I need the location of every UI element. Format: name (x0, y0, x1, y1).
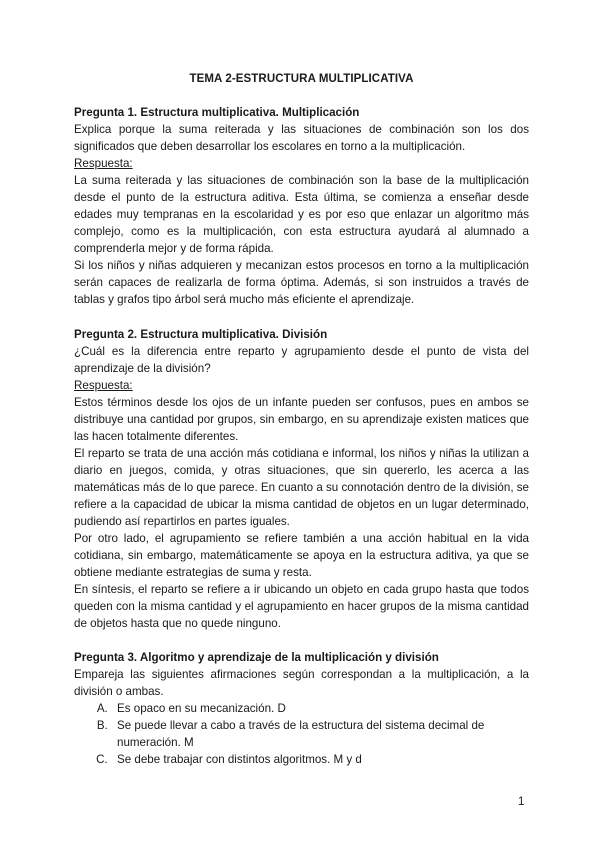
question-3-section (74, 649, 529, 768)
list-item: C. Se debe trabajar con distintos algoritmos. M y d (111, 751, 529, 768)
question-3-prompt: Empareja las siguientes afirmaciones según correspondan a la multiplicación, a la división o ambas. (74, 668, 529, 698)
question-2-prompt: ¿Cuál es la diferencia entre reparto y agrupamiento desde el punto de vista del aprendizaje de la división? (74, 345, 529, 375)
page-number: 1 (518, 796, 525, 808)
list-item: A. Es opaco en su mecanización. D (111, 700, 529, 717)
document-title: TEMA 2-ESTRUCTURA MULTIPLICATIVA (189, 73, 414, 85)
question-1-answer-label: Respuesta: (74, 157, 133, 170)
question-2-paragraph: Por otro lado, el agrupamiento se refiere también a una acción habitual en la vida cotidiana, sin embargo, matemáticamente se apoya en la estructura aditiva, ya que se obtiene mediante estrategias de suma y resta. (74, 532, 529, 579)
question-3-heading: Pregunta 3. Algoritmo y aprendizaje de la multiplicación y división (74, 651, 439, 664)
question-2-paragraph: El reparto se trata de una acción más cotidiana e informal, los niños y niñas la utilizan a diario en juegos, comida, y otras situaciones, que sin quererlo, les acerca a las matemáticas más de lo que parece. En cuanto a su connotación dentro de la división, se refiere a la capacidad de ubicar la misma cantidad de objetos en un lugar determinado, pudiendo así repartirlos en partes iguales. (74, 447, 530, 528)
question-2-section (74, 326, 529, 632)
question-1-paragraph: La suma reiterada y las situaciones de combinación son la base de la multiplicación desde el punto de la estructura aditiva. Esta última, se comienza a enseñar desde edades muy tempranas en la escolaridad y es por eso que enlazar un algoritmo más complejo, como es la multiplicación, con esta estructura ayudará al alumnado a comprenderla mejor y de forma rápida. (74, 174, 529, 255)
question-1-section (74, 104, 529, 308)
question-1-heading: Pregunta 1. Estructura multiplicativa. Multiplicación (74, 106, 360, 119)
question-2-paragraph: Estos términos desde los ojos de un infante pueden ser confusos, pues en ambos se distribuye una cantidad por grupos, sin embargo, en su aprendizaje existen matices que las hacen totalmente diferentes. (74, 396, 529, 443)
question-1-prompt: Explica porque la suma reiterada y las situaciones de combinación son los dos significados que deben desarrollar los escolares en torno a la multiplicación. (74, 123, 529, 153)
question-2-paragraph: En síntesis, el reparto se refiere a ir ubicando un objeto en cada grupo hasta que todos queden con la misma cantidad y el agrupamiento en hacer grupos de la misma cantidad de objetos hasta que no quede ninguno. (74, 583, 529, 630)
question-3-list (74, 700, 529, 768)
list-item: B. Se puede llevar a cabo a través de la estructura del sistema decimal de numeración. M (111, 717, 529, 751)
question-1-paragraph: Si los niños y niñas adquieren y mecanizan estos procesos en torno a la multiplicación serán capaces de realizarla de forma óptima. Además, si son instruidos a través de tablas y grafos tipo árbol será mucho más eficiente el aprendizaje. (74, 259, 529, 306)
question-2-answer-label: Respuesta: (74, 379, 133, 392)
question-2-heading: Pregunta 2. Estructura multiplicativa. División (74, 328, 328, 341)
